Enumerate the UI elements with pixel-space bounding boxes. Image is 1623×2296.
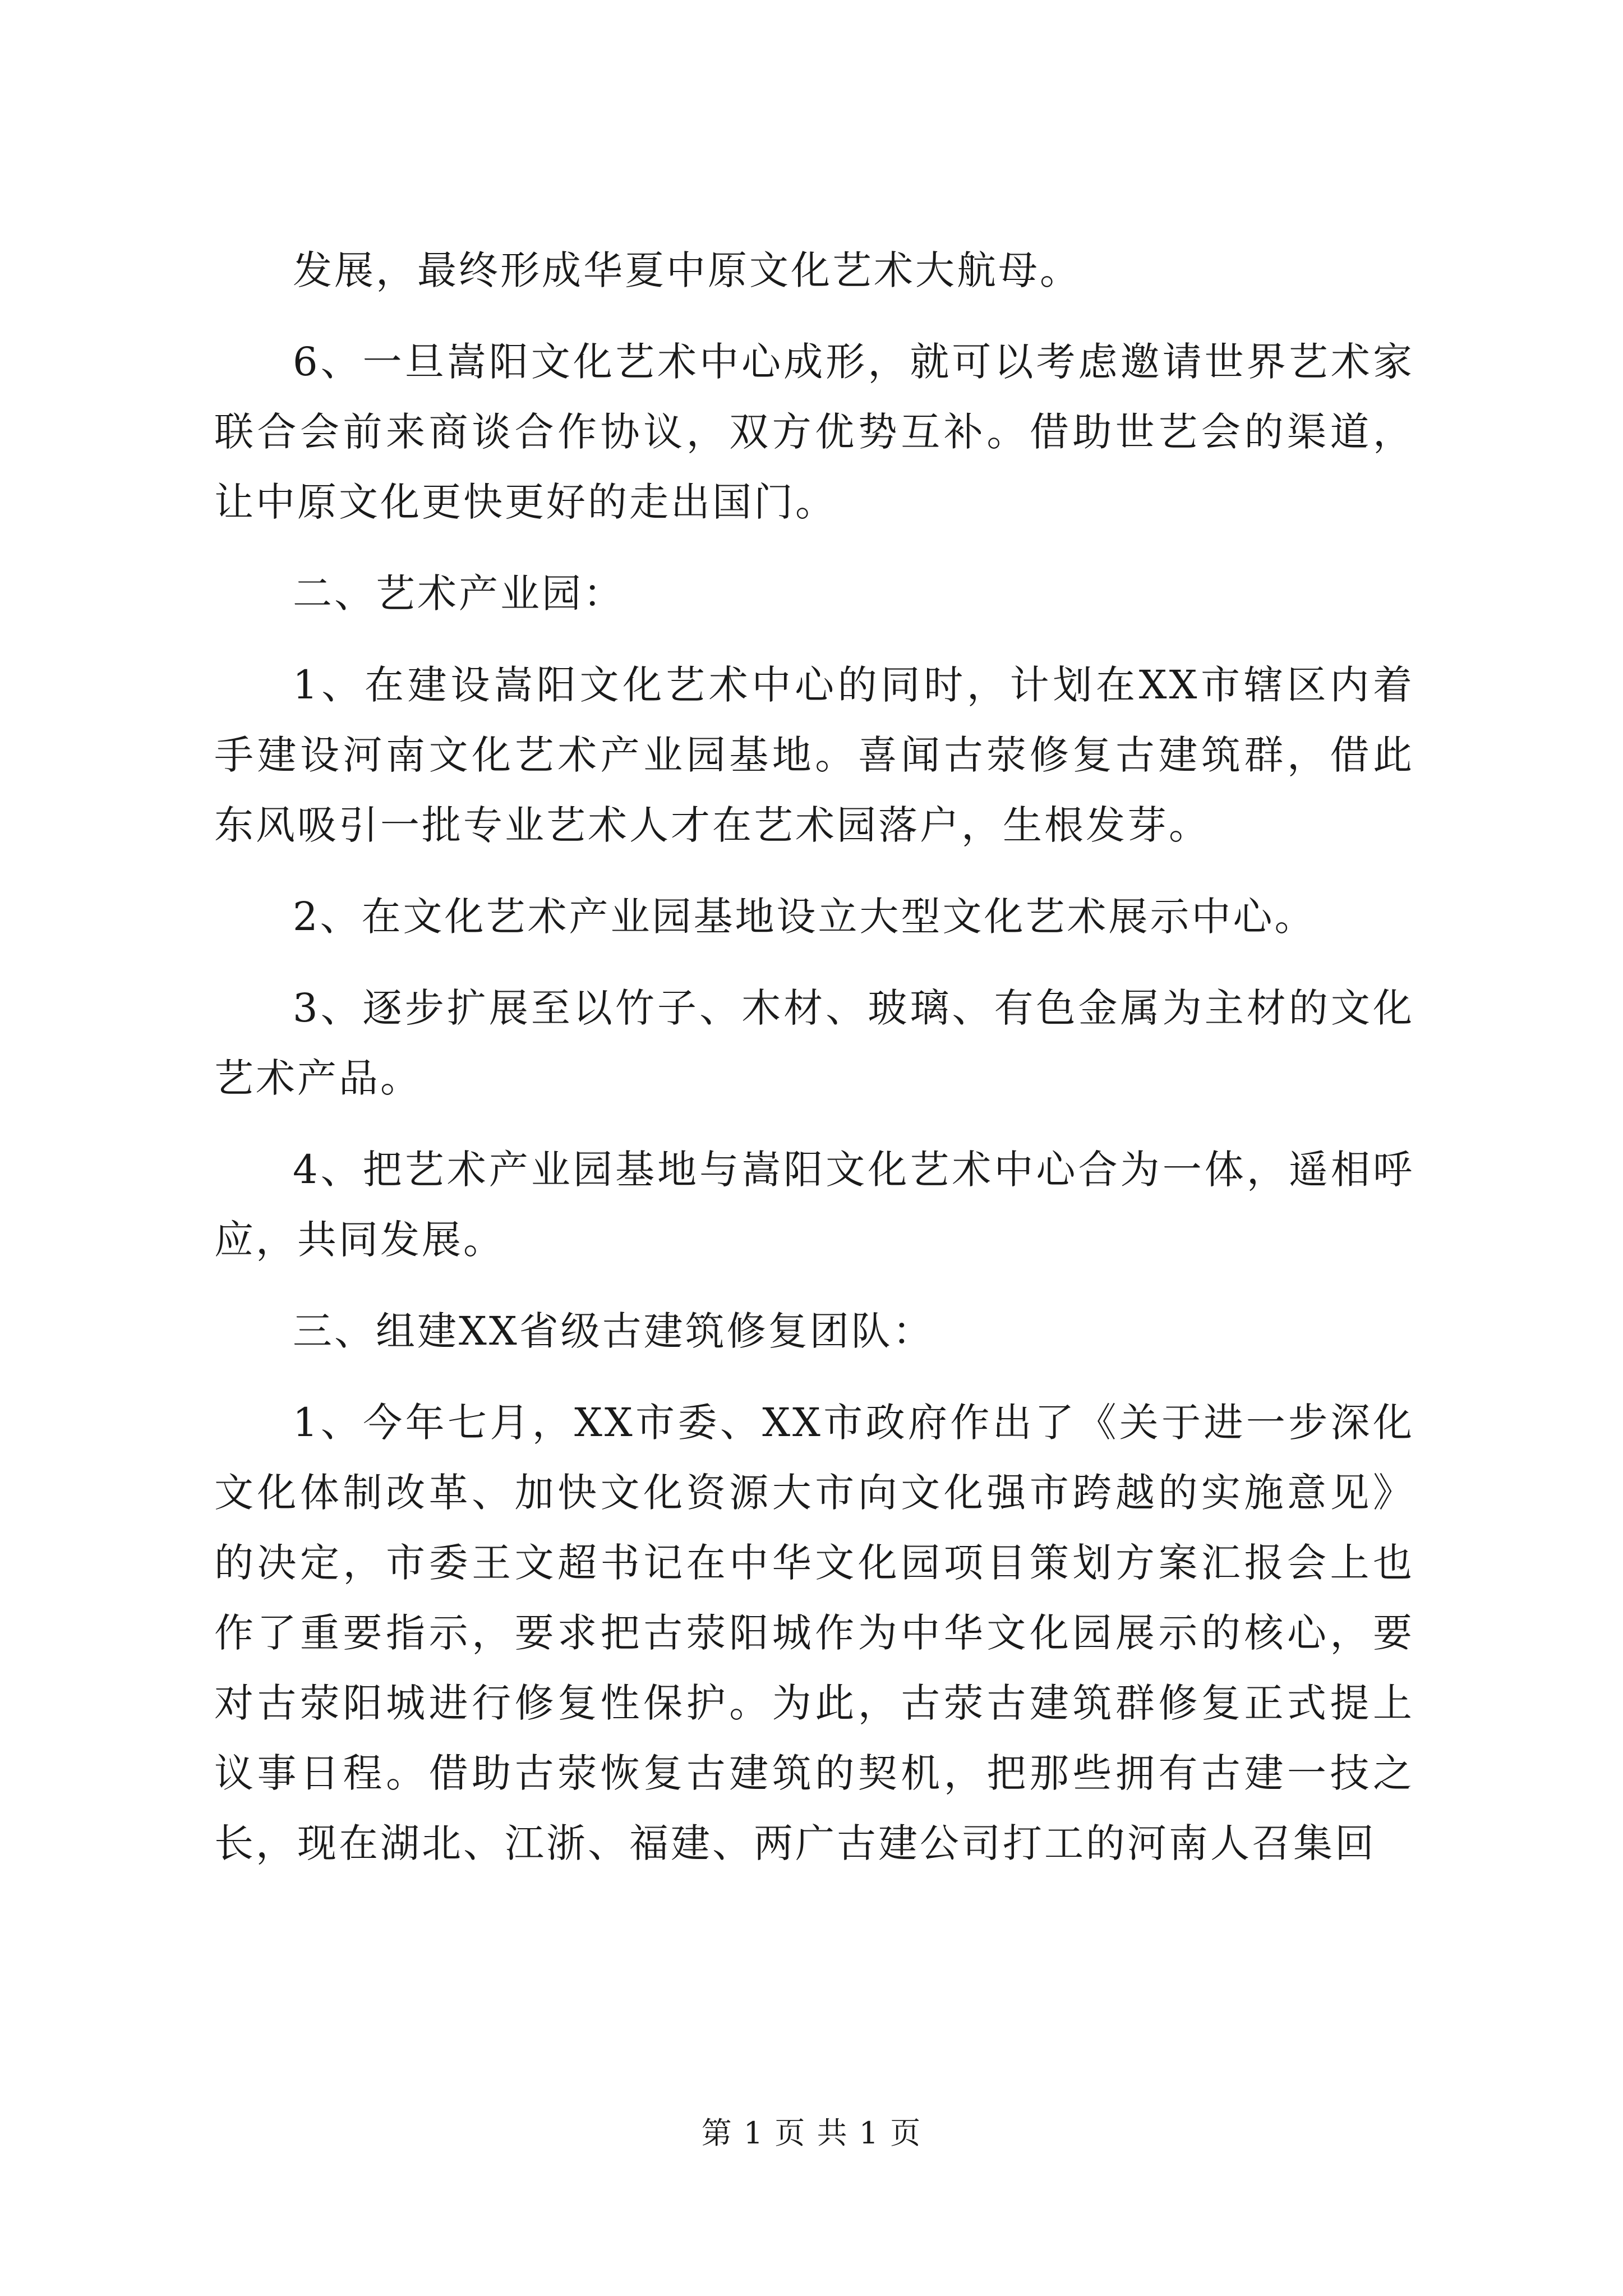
paragraph: 6、一旦嵩阳文化艺术中心成形，就可以考虑邀请世界艺术家联合会前来商谈合作协议，双方优势互补。借助世艺会的渠道，让中原文化更快更好的走出国门。	[214, 339, 1414, 525]
paragraph: 发展，最终形成华夏中原文化艺术大航母。	[293, 247, 1081, 293]
section-heading: 三、组建XX省级古建筑修复团队：	[293, 1308, 934, 1354]
paragraph: 1、今年七月，XX市委、XX市政府作出了《关于进一步深化文化体制改革、加快文化资源大市向文化强市跨越的实施意见》的决定，市委王文超书记在中华文化园项目策划方案汇报会上也作了重要指示，要求把古荥阳城作为中华文化园展示的核心，要对古荥阳城进行修复性保护。为此，古荥古建筑群修复正式提上议事日程。借助古荥恢复古建筑的契机，把那些拥有古建一技之长，现在湖北、江浙、福建、两广古建公司打工的河南人召集回	[214, 1400, 1414, 1866]
document-body	[214, 236, 1414, 1900]
page-footer: 第 1 页 共 1 页	[701, 2115, 922, 2151]
paragraph: 1、在建设嵩阳文化艺术中心的同时，计划在XX市辖区内着手建设河南文化艺术产业园基地。喜闻古荥修复古建筑群，借此东风吸引一批专业艺术人才在艺术园落户，生根发芽。	[214, 662, 1414, 848]
paragraph: 4、把艺术产业园基地与嵩阳文化艺术中心合为一体，遥相呼应，共同发展。	[214, 1147, 1414, 1263]
section-heading: 二、艺术产业园：	[293, 570, 625, 616]
paragraph: 2、在文化艺术产业园基地设立大型文化艺术展示中心。	[293, 894, 1316, 940]
paragraph: 3、逐步扩展至以竹子、木材、玻璃、有色金属为主材的文化艺术产品。	[214, 985, 1414, 1101]
